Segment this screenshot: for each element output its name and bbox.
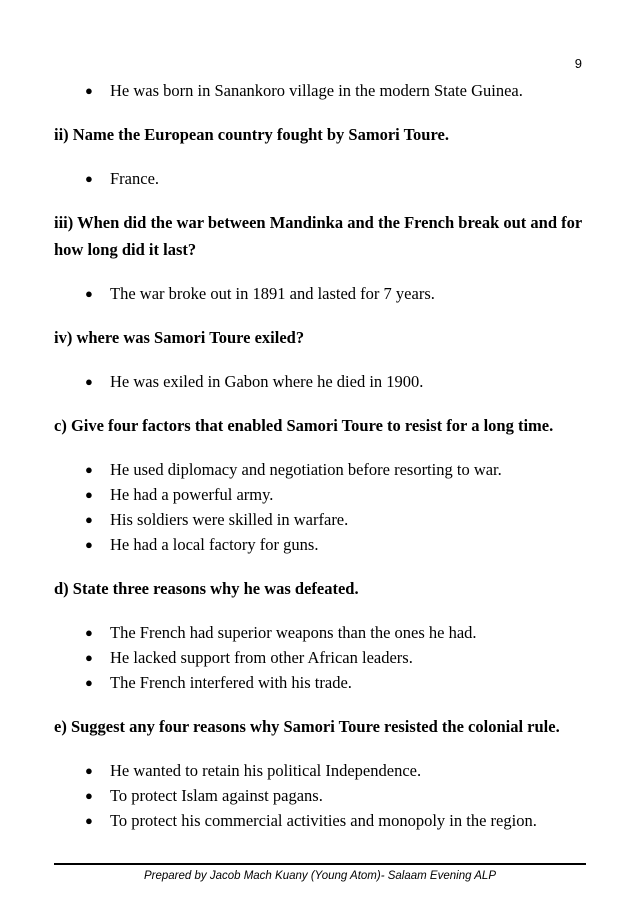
bullet-icon: ●	[85, 763, 93, 778]
answer-list-iv	[54, 369, 594, 394]
bullet-icon: ●	[85, 625, 93, 640]
question-d: d) State three reasons why he was defeated.	[54, 579, 359, 598]
question-e: e) Suggest any four reasons why Samori Toure resisted the colonial rule.	[54, 717, 560, 736]
bullet-icon: ●	[85, 512, 93, 527]
list-item: ● He had a local factory for guns.	[54, 532, 594, 557]
list-item: ● France.	[54, 166, 594, 191]
list-item: ● He wanted to retain his political Independence.	[54, 758, 594, 783]
list-item: ● The French interfered with his trade.	[54, 670, 594, 695]
answer-list-ii	[54, 166, 594, 191]
list-item: ● To protect his commercial activities and monopoly in the region.	[54, 808, 594, 833]
bullet-icon: ●	[85, 462, 93, 477]
list-item: ● To protect Islam against pagans.	[54, 783, 594, 808]
answer-list-iii	[54, 281, 594, 306]
answer-list-c	[54, 457, 594, 557]
list-item: ● He had a powerful army.	[54, 482, 594, 507]
list-item: ● His soldiers were skilled in warfare.	[54, 507, 594, 532]
footer-credit: Prepared by Jacob Mach Kuany (Young Atom)- Salaam Evening ALP	[143, 870, 496, 882]
answer-list-e	[54, 758, 594, 833]
answer-list-1	[54, 78, 594, 103]
bullet-icon: ●	[85, 537, 93, 552]
bullet-icon: ●	[85, 286, 93, 301]
list-item: ● The war broke out in 1891 and lasted for 7 years.	[54, 281, 594, 306]
question-iv: iv) where was Samori Toure exiled?	[54, 328, 305, 347]
bullet-icon: ●	[85, 487, 93, 502]
footer-divider	[54, 863, 586, 865]
bullet-icon: ●	[85, 374, 93, 389]
list-item: ● The French had superior weapons than the ones he had.	[54, 620, 594, 645]
bullet-icon: ●	[85, 83, 93, 98]
list-item: ● He was born in Sanankoro village in the modern State Guinea.	[54, 78, 594, 103]
bullet-icon: ●	[85, 813, 93, 828]
bullet-icon: ●	[85, 650, 93, 665]
question-ii: ii) Name the European country fought by Samori Toure.	[54, 125, 449, 144]
bullet-icon: ●	[85, 788, 93, 803]
list-item: ● He was exiled in Gabon where he died in 1900.	[54, 369, 594, 394]
question-iii: iii) When did the war between Mandinka and the French break out and for how long did it last?	[54, 213, 582, 259]
document-body	[54, 78, 594, 851]
page-number: 9	[574, 56, 582, 71]
bullet-icon: ●	[85, 675, 93, 690]
answer-list-d	[54, 620, 594, 695]
list-item: ● He lacked support from other African leaders.	[54, 645, 594, 670]
question-c: c) Give four factors that enabled Samori Toure to resist for a long time.	[54, 416, 554, 435]
bullet-icon: ●	[85, 171, 93, 186]
list-item: ● He used diplomacy and negotiation before resorting to war.	[54, 457, 594, 482]
